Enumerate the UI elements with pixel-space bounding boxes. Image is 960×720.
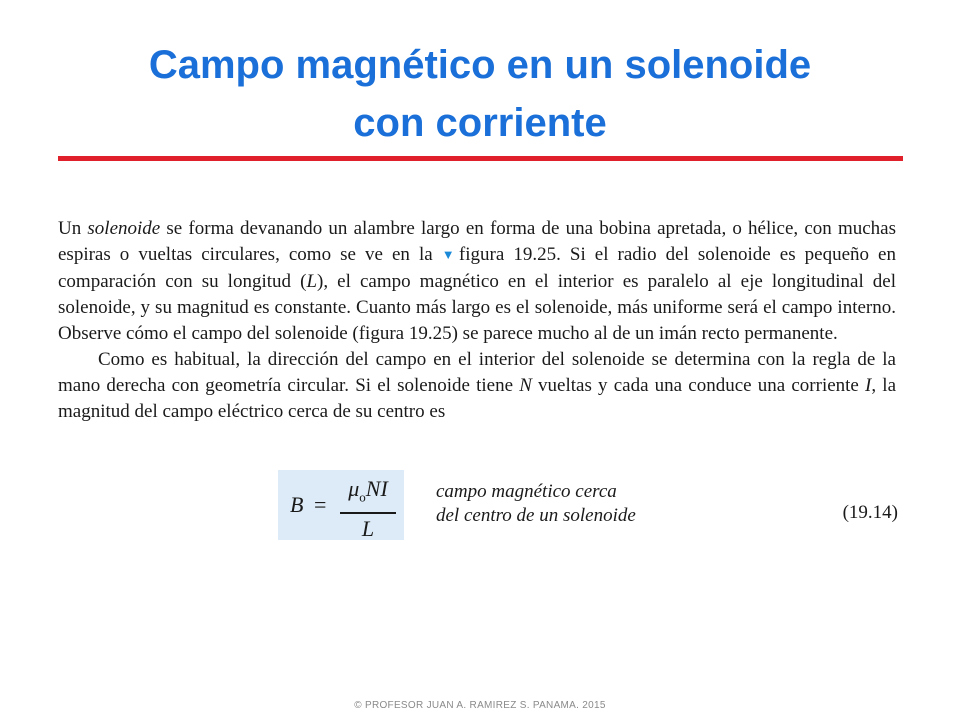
- equation-description-line-1: campo magnético cerca: [436, 481, 617, 502]
- slide-title: [40, 36, 920, 152]
- p2-text-a: Como es habitual, la dirección del campo en el interior del solenoide se determina con la regla de la mano derecha con geometría circular. Si el solenoide tiene: [58, 349, 896, 396]
- p1-text-c: figura 19.25. Si el radio del solenoide es pequeño en comparación con su longitud (: [58, 244, 896, 292]
- p1-term-solenoide: solenoide: [87, 218, 161, 239]
- p1-text-b: se forma devanando un alambre largo en forma de una bobina apretada, o hélice, con muchas espiras o vueltas circulares, como se ve en la: [58, 218, 896, 265]
- equation-denominator: L: [361, 515, 375, 541]
- paragraph-1: [58, 216, 896, 347]
- footer-copyright: © PROFESOR JUAN A. RAMIREZ S. PANAMA. 2015: [354, 700, 606, 711]
- equation-fraction: [340, 476, 396, 542]
- body-text: [58, 216, 896, 425]
- p2-text-b: vueltas y cada una conduce una corriente: [531, 375, 866, 396]
- equation-row: [278, 470, 898, 540]
- slide-title-line-2: con corriente: [353, 101, 607, 145]
- equation-number: (19.14): [842, 502, 898, 523]
- mu-symbol: μ: [348, 476, 360, 501]
- numerator-NI: NI: [365, 476, 388, 501]
- p2-var-N: N: [519, 375, 532, 396]
- p2-var-I: I: [865, 375, 872, 396]
- fraction-bar: [340, 512, 396, 514]
- figure-marker-icon: ▼: [441, 247, 459, 262]
- equation-description-line-2: del centro de un solenoide: [436, 505, 636, 526]
- paragraph-2: [58, 347, 896, 425]
- p1-text-a: Un: [58, 218, 88, 239]
- slide-title-line-1: Campo magnético en un solenoide: [148, 43, 812, 87]
- mu-subscript: o: [359, 489, 366, 505]
- p2-text-c: , la magnitud del campo eléctrico cerca de su centro es: [58, 375, 897, 422]
- p1-var-L: L: [306, 271, 318, 292]
- equation-lhs: B: [290, 492, 304, 517]
- equation-numerator: [340, 476, 396, 510]
- equation-equals: =: [314, 492, 327, 517]
- p1-text-d: ), el campo magnético en el interior es paralelo al eje longitudinal del solenoide, y su magnitud es constante. Cuanto más largo es el solenoide, más uniforme será el campo interno. Observe cómo el campo del solenoide (figura 19.25) se parece mucho al de un imán recto permanente.: [58, 271, 897, 344]
- title-divider: [58, 156, 903, 161]
- equation-box: [278, 470, 404, 540]
- equation-description: [436, 480, 636, 528]
